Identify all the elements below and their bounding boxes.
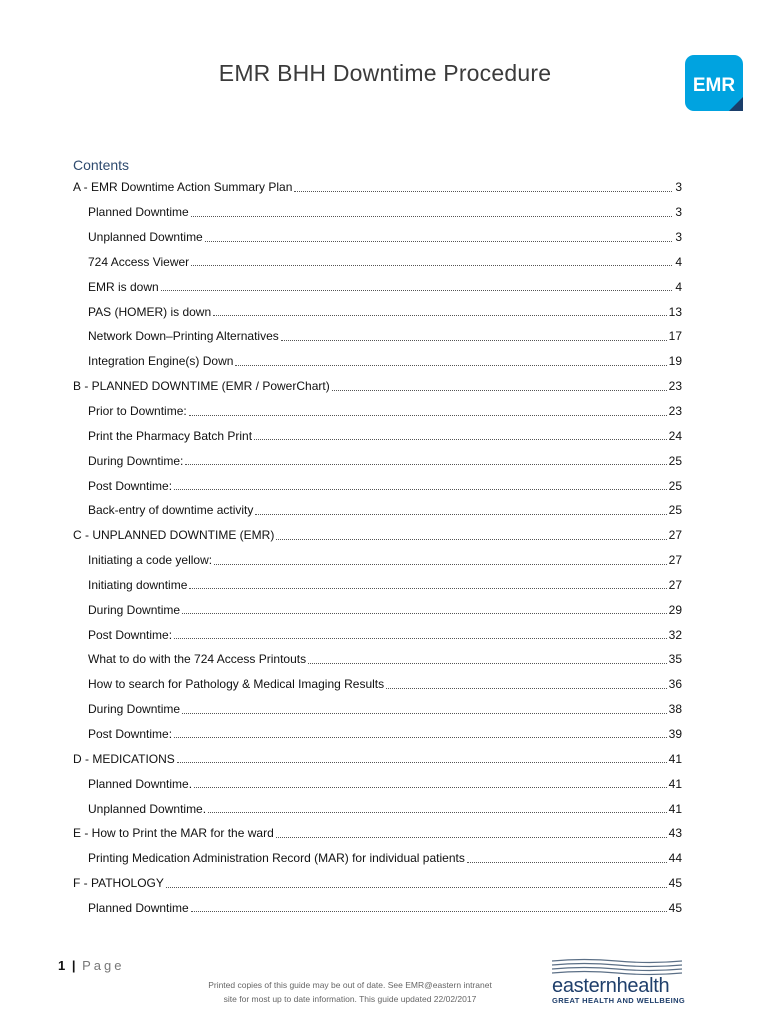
toc-dot-leader <box>255 514 666 515</box>
toc-entry-title: Post Downtime: <box>88 726 173 741</box>
toc-dot-leader <box>174 638 667 639</box>
toc-entry-title: What to do with the 724 Access Printouts <box>88 652 307 667</box>
toc-entry-title: Planned Downtime. <box>88 776 193 791</box>
toc-entry-title: Initiating downtime <box>88 577 188 592</box>
toc-dot-leader <box>467 862 667 863</box>
toc-entry[interactable] <box>0 622 770 647</box>
toc-dot-leader <box>254 439 667 440</box>
toc-entry-page: 32 <box>668 627 682 642</box>
toc-entry[interactable] <box>0 200 770 225</box>
toc-entry-title: During Downtime <box>88 702 181 717</box>
toc-entry-page: 41 <box>668 751 682 766</box>
page-number: 1 <box>58 958 66 973</box>
toc-dot-leader <box>166 887 667 888</box>
toc-entry[interactable] <box>0 697 770 722</box>
toc-entry[interactable] <box>0 225 770 250</box>
toc-entry-title: 724 Access Viewer <box>88 254 190 269</box>
toc-entry[interactable] <box>0 448 770 473</box>
toc-entry-page: 36 <box>668 677 682 692</box>
toc-entry[interactable] <box>0 175 770 200</box>
toc-dot-leader <box>276 539 666 540</box>
toc-entry-page: 43 <box>668 826 682 841</box>
toc-entry[interactable] <box>0 796 770 821</box>
toc-entry-page: 29 <box>668 602 682 617</box>
toc-entry-title: Prior to Downtime: <box>88 404 187 419</box>
toc-entry-page: 25 <box>668 453 682 468</box>
toc-dot-leader <box>276 837 667 838</box>
toc-dot-leader <box>205 241 672 242</box>
table-of-contents <box>0 175 770 920</box>
toc-dot-leader <box>294 191 672 192</box>
toc-entry[interactable] <box>0 423 770 448</box>
toc-entry-title: EMR is down <box>88 279 159 294</box>
toc-dot-leader <box>386 688 667 689</box>
toc-entry-title: Planned Downtime <box>88 900 189 915</box>
toc-entry[interactable] <box>0 573 770 598</box>
toc-entry[interactable] <box>0 349 770 374</box>
toc-entry[interactable] <box>0 374 770 399</box>
page-indicator <box>58 958 125 973</box>
toc-dot-leader <box>182 613 667 614</box>
toc-dot-leader <box>332 390 667 391</box>
toc-entry-title: Post Downtime: <box>88 478 173 493</box>
toc-entry-page: 45 <box>668 900 682 915</box>
toc-entry-title: Unplanned Downtime <box>88 230 203 245</box>
toc-entry[interactable] <box>0 846 770 871</box>
toc-entry-title: Integration Engine(s) Down <box>88 354 234 369</box>
emr-logo <box>685 55 743 111</box>
toc-entry-page: 4 <box>675 254 682 269</box>
toc-dot-leader <box>208 812 667 813</box>
toc-dot-leader <box>182 713 667 714</box>
toc-entry-page: 27 <box>668 577 682 592</box>
eastern-health-tagline: GREAT HEALTH AND WELLBEING <box>552 996 686 1005</box>
eh-wave-1 <box>552 960 682 963</box>
toc-entry-title: How to search for Pathology & Medical Imaging Results <box>88 677 385 692</box>
toc-entry[interactable] <box>0 722 770 747</box>
toc-entry-page: 24 <box>668 428 682 443</box>
toc-entry[interactable] <box>0 871 770 896</box>
toc-entry[interactable] <box>0 473 770 498</box>
toc-dot-leader <box>189 588 666 589</box>
toc-entry-title: B - PLANNED DOWNTIME (EMR / PowerChart) <box>73 379 330 394</box>
toc-dot-leader <box>161 290 672 291</box>
footer-note <box>180 978 520 1006</box>
toc-entry-page: 3 <box>675 230 682 245</box>
document-title: EMR BHH Downtime Procedure <box>218 60 552 86</box>
toc-entry[interactable] <box>0 746 770 771</box>
toc-dot-leader <box>185 464 666 465</box>
toc-dot-leader <box>308 663 667 664</box>
toc-entry-page: 19 <box>668 354 682 369</box>
toc-entry-title: C - UNPLANNED DOWNTIME (EMR) <box>73 528 275 543</box>
toc-entry[interactable] <box>0 821 770 846</box>
contents-heading: Contents <box>73 157 130 173</box>
toc-entry-page: 4 <box>675 279 682 294</box>
toc-entry[interactable] <box>0 771 770 796</box>
toc-entry-page: 3 <box>675 205 682 220</box>
eh-wave-2 <box>552 964 682 967</box>
toc-entry[interactable] <box>0 597 770 622</box>
toc-dot-leader <box>189 415 667 416</box>
toc-dot-leader <box>191 216 672 217</box>
toc-entry-page: 17 <box>668 329 682 344</box>
toc-entry-page: 41 <box>668 776 682 791</box>
toc-entry-title: During Downtime: <box>88 453 184 468</box>
toc-entry-title: Back-entry of downtime activity <box>88 503 254 518</box>
toc-entry-page: 27 <box>668 553 682 568</box>
toc-entry-title: PAS (HOMER) is down <box>88 304 212 319</box>
eastern-health-name: easternhealth <box>552 975 670 997</box>
toc-entry[interactable] <box>0 498 770 523</box>
toc-dot-leader <box>174 489 667 490</box>
toc-entry-title: Planned Downtime <box>88 205 189 220</box>
toc-entry-title: Unplanned Downtime. <box>88 801 207 816</box>
toc-entry[interactable] <box>0 548 770 573</box>
toc-entry[interactable] <box>0 523 770 548</box>
toc-entry-page: 35 <box>668 652 682 667</box>
toc-entry-title: Post Downtime: <box>88 627 173 642</box>
toc-entry-title: During Downtime <box>88 602 181 617</box>
toc-entry-title: Print the Pharmacy Batch Print <box>88 428 253 443</box>
toc-entry-title: A - EMR Downtime Action Summary Plan <box>73 180 293 195</box>
emr-logo-text: EMR <box>692 75 736 96</box>
toc-entry[interactable] <box>0 895 770 920</box>
toc-entry[interactable] <box>0 274 770 299</box>
toc-entry-title: D - MEDICATIONS <box>73 751 175 766</box>
toc-entry[interactable] <box>0 647 770 672</box>
toc-entry[interactable] <box>0 250 770 275</box>
toc-entry-page: 23 <box>668 379 682 394</box>
toc-dot-leader <box>235 365 666 366</box>
toc-dot-leader <box>214 564 667 565</box>
toc-entry-page: 44 <box>668 851 682 866</box>
page-separator: | <box>71 958 76 973</box>
toc-entry-title: Printing Medication Administration Record (MAR) for individual patients <box>88 851 465 866</box>
toc-entry[interactable] <box>0 299 770 324</box>
toc-entry-title: Network Down–Printing Alternatives <box>88 329 279 344</box>
toc-entry-title: F - PATHOLOGY <box>73 876 164 891</box>
footer-note-line-1: Printed copies of this guide may be out of date. See EMR@eastern intranet <box>208 980 492 990</box>
toc-entry-page: 39 <box>668 726 682 741</box>
toc-entry-page: 38 <box>668 702 682 717</box>
toc-entry-title: Initiating a code yellow: <box>88 553 213 568</box>
toc-dot-leader <box>177 762 667 763</box>
toc-dot-leader <box>213 315 667 316</box>
toc-dot-leader <box>191 265 672 266</box>
toc-entry[interactable] <box>0 672 770 697</box>
eh-wave-3 <box>552 968 682 971</box>
toc-entry-page: 25 <box>668 478 682 493</box>
toc-entry[interactable] <box>0 399 770 424</box>
toc-entry-page: 45 <box>668 876 682 891</box>
toc-dot-leader <box>191 911 667 912</box>
toc-entry[interactable] <box>0 324 770 349</box>
toc-entry-page: 41 <box>668 801 682 816</box>
toc-entry-page: 23 <box>668 404 682 419</box>
toc-dot-leader <box>194 787 667 788</box>
toc-dot-leader <box>174 737 667 738</box>
toc-entry-page: 3 <box>675 180 682 195</box>
toc-entry-page: 25 <box>668 503 682 518</box>
footer-note-line-2: site for most up to date information. This guide updated 22/02/2017 <box>223 994 477 1004</box>
toc-entry-page: 27 <box>668 528 682 543</box>
toc-dot-leader <box>281 340 667 341</box>
page-word: Page <box>82 958 125 973</box>
toc-entry-title: E - How to Print the MAR for the ward <box>73 826 274 841</box>
toc-entry-page: 13 <box>668 304 682 319</box>
